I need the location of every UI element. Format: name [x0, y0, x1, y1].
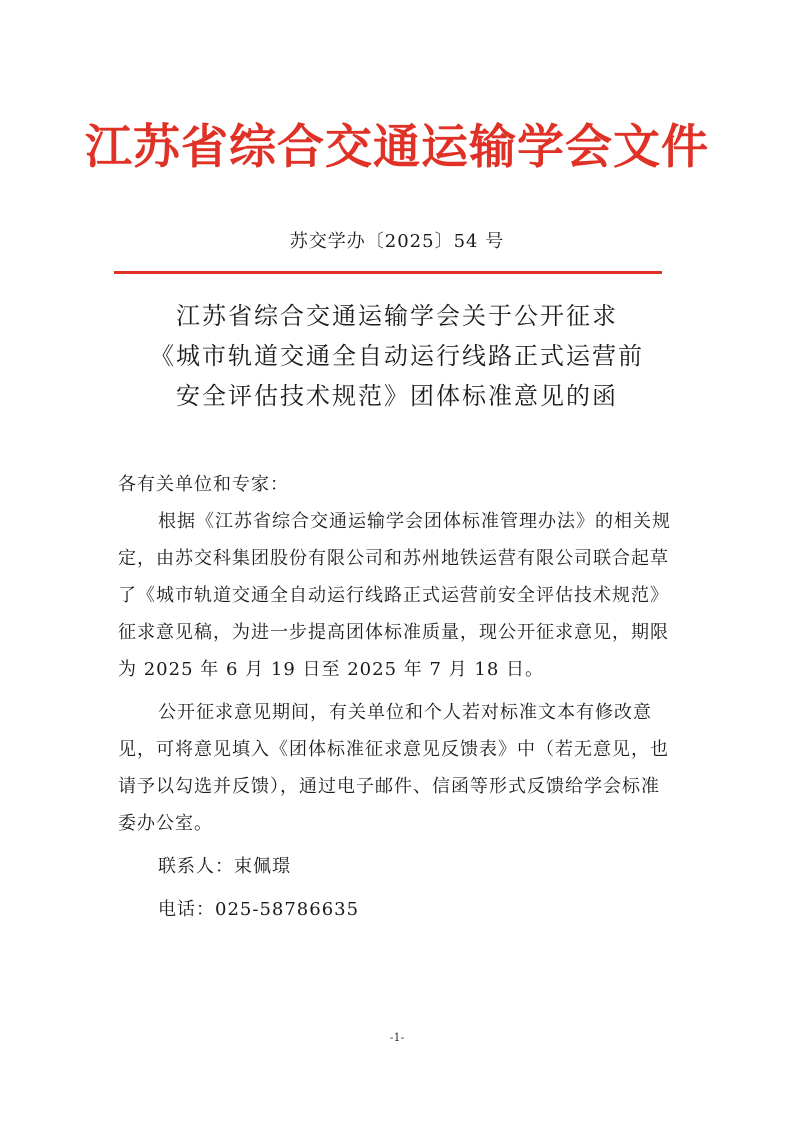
title-line-2: 《城市轨道交通全自动运行线路正式运营前: [150, 342, 644, 370]
document-title: [0, 296, 794, 416]
salutation: 各有关单位和专家：: [118, 474, 289, 495]
org-header-title: 江苏省综合交通运输学会文件: [85, 120, 709, 175]
body-paragraph-1: 根据《江苏省综合交通运输学会团体标准管理办法》的相关规定，由苏交科集团股份有限公司和苏州地铁运营有限公司联合起草了《城市轨道交通全自动运行线路正式运营前安全评估技术规范》征求意见稿，为进一步提高团体标准质量，现公开征求意见，期限为 2025 年 6 月 19 日至 2025 年 7 月 18 日。: [118, 511, 671, 680]
contact-phone: 电话：025-58786635: [158, 899, 360, 920]
contact-person: 联系人：束佩璟: [158, 856, 291, 877]
body-paragraph-2: 公开征求意见期间，有关单位和个人若对标准文本有修改意见，可将意见填入《团体标准征求意见反馈表》中（若无意见，也请予以勾选并反馈），通过电子邮件、信函等形式反馈给学会标准委办公室。: [118, 702, 669, 834]
page-number: -1-: [389, 1031, 405, 1044]
document-body: [118, 466, 678, 928]
title-line-3: 安全评估技术规范》团体标准意见的函: [176, 382, 618, 410]
red-divider-line: [114, 271, 662, 274]
document-number: 苏交学办〔2025〕54 号: [289, 231, 505, 252]
title-line-1: 江苏省综合交通运输学会关于公开征求: [176, 302, 618, 330]
